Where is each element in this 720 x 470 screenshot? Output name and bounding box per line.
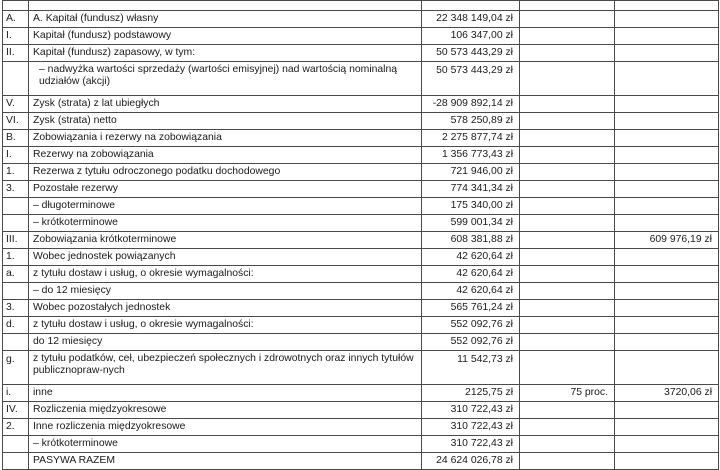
row-value: 24 624 026,78 zł (422, 453, 520, 470)
row-col4 (520, 317, 615, 334)
balance-sheet-liabilities (2, 0, 718, 470)
row-col4 (520, 334, 615, 351)
row-col4 (520, 283, 615, 300)
table-row (3, 147, 719, 164)
row-value: 1 356 773,43 zł (422, 147, 520, 164)
row-col5 (615, 402, 719, 419)
table-row (3, 198, 719, 215)
row-col5: 3720,06 zł (615, 385, 719, 402)
row-label: PASYWA RAZEM (29, 453, 422, 470)
row-label: z tytułu podatków, ceł, ubezpieczeń społecznych i zdrowotnych oraz innych tytułów publicznopraw-nych (29, 351, 422, 385)
row-number: 3. (3, 181, 29, 198)
row-value: 11 542,73 zł (422, 351, 520, 385)
row-col5 (615, 113, 719, 130)
table-row (3, 232, 719, 249)
table-row-partial (3, 1, 719, 11)
row-col5 (615, 147, 719, 164)
row-number: g. (3, 351, 29, 385)
row-number: d. (3, 317, 29, 334)
row-value: 774 341,34 zł (422, 181, 520, 198)
row-value: -28 909 892,14 zł (422, 96, 520, 113)
row-col4 (520, 351, 615, 385)
table-row (3, 402, 719, 419)
row-label: – długoterminowe (29, 198, 422, 215)
row-number (3, 62, 29, 96)
row-number: IV. (3, 402, 29, 419)
row-label: Kapitał (fundusz) zapasowy, w tym: (29, 45, 422, 62)
row-col5 (615, 96, 719, 113)
table-row (3, 385, 719, 402)
row-col5 (615, 130, 719, 147)
row-label: z tytułu dostaw i usług, o okresie wymagalności: (29, 266, 422, 283)
row-label: Zysk (strata) netto (29, 113, 422, 130)
row-col4 (520, 419, 615, 436)
table-row (3, 45, 719, 62)
row-value: 42 620,64 zł (422, 283, 520, 300)
row-number: III. (3, 232, 29, 249)
row-col4: 75 proc. (520, 385, 615, 402)
row-label: Wobec jednostek powiązanych (29, 249, 422, 266)
row-col5 (615, 198, 719, 215)
row-number: II. (3, 45, 29, 62)
row-col5 (615, 300, 719, 317)
row-label: Kapitał (fundusz) podstawowy (29, 28, 422, 45)
row-value: 42 620,64 zł (422, 266, 520, 283)
row-number: A. (3, 11, 29, 28)
row-col4 (520, 198, 615, 215)
row-col5 (615, 266, 719, 283)
liabilities-table (2, 0, 719, 470)
row-label: – nadwyżka wartości sprzedaży (wartości emisyjnej) nad wartością nominalną udziałów (akcji) (29, 62, 422, 96)
table-row (3, 130, 719, 147)
table-row (3, 28, 719, 45)
table-row (3, 113, 719, 130)
row-col4 (520, 130, 615, 147)
row-label: inne (29, 385, 422, 402)
row-value: 608 381,88 zł (422, 232, 520, 249)
row-number: 1. (3, 249, 29, 266)
row-number: VI. (3, 113, 29, 130)
row-col5 (615, 181, 719, 198)
row-col4 (520, 249, 615, 266)
row-col5 (615, 62, 719, 96)
row-label: Rezerwy na zobowiązania (29, 147, 422, 164)
row-number: 1. (3, 164, 29, 181)
row-col5 (615, 419, 719, 436)
row-col4 (520, 436, 615, 453)
row-value: 2125,75 zł (422, 385, 520, 402)
row-col4 (520, 62, 615, 96)
row-label: – krótkoterminowe (29, 215, 422, 232)
row-col5 (615, 351, 719, 385)
table-row (3, 300, 719, 317)
row-label: do 12 miesięcy (29, 334, 422, 351)
row-number (3, 198, 29, 215)
table-row (3, 164, 719, 181)
row-label: Inne rozliczenia międzyokresowe (29, 419, 422, 436)
table-row (3, 249, 719, 266)
row-col5 (615, 334, 719, 351)
row-label: – do 12 miesięcy (29, 283, 422, 300)
row-col4 (520, 45, 615, 62)
row-value: 175 340,00 zł (422, 198, 520, 215)
row-number (3, 453, 29, 470)
table-row (3, 266, 719, 283)
table-row (3, 215, 719, 232)
table-row (3, 351, 719, 385)
row-number: V. (3, 96, 29, 113)
row-value: 310 722,43 zł (422, 436, 520, 453)
row-col4 (520, 453, 615, 470)
table-row (3, 436, 719, 453)
row-value: 552 092,76 zł (422, 317, 520, 334)
row-label: Pozostałe rezerwy (29, 181, 422, 198)
row-label: – krótkoterminowe (29, 436, 422, 453)
row-col4 (520, 11, 615, 28)
table-row (3, 181, 719, 198)
row-col5 (615, 164, 719, 181)
row-col5 (615, 317, 719, 334)
table-row (3, 96, 719, 113)
row-value: 50 573 443,29 zł (422, 62, 520, 96)
table-row (3, 334, 719, 351)
table-row-total (3, 453, 719, 470)
row-label: Wobec pozostałych jednostek (29, 300, 422, 317)
row-col5 (615, 45, 719, 62)
row-number (3, 283, 29, 300)
row-col5 (615, 453, 719, 470)
row-number: i. (3, 385, 29, 402)
row-number (3, 436, 29, 453)
table-row (3, 11, 719, 28)
row-value: 310 722,43 zł (422, 419, 520, 436)
table-row (3, 283, 719, 300)
row-col4 (520, 402, 615, 419)
row-col4 (520, 300, 615, 317)
row-col5 (615, 215, 719, 232)
row-number (3, 334, 29, 351)
row-number: B. (3, 130, 29, 147)
row-value: 565 761,24 zł (422, 300, 520, 317)
row-label: Zysk (strata) z lat ubiegłych (29, 96, 422, 113)
row-value: 42 620,64 zł (422, 249, 520, 266)
row-col4 (520, 181, 615, 198)
table-row (3, 317, 719, 334)
row-value: 106 347,00 zł (422, 28, 520, 45)
row-col4 (520, 266, 615, 283)
row-number: 2. (3, 419, 29, 436)
row-col4 (520, 96, 615, 113)
row-col4 (520, 147, 615, 164)
row-value: 599 001,34 zł (422, 215, 520, 232)
row-value: 310 722,43 zł (422, 402, 520, 419)
row-col5 (615, 11, 719, 28)
row-label: Zobowiązania krótkoterminowe (29, 232, 422, 249)
row-value: 721 946,00 zł (422, 164, 520, 181)
row-number: I. (3, 28, 29, 45)
row-col4 (520, 28, 615, 45)
row-value: 578 250,89 zł (422, 113, 520, 130)
row-col5 (615, 28, 719, 45)
row-value: 50 573 443,29 zł (422, 45, 520, 62)
table-row (3, 419, 719, 436)
row-col4 (520, 232, 615, 249)
row-label: Rozliczenia międzyokresowe (29, 402, 422, 419)
row-label: Rezerwa z tytułu odroczonego podatku dochodowego (29, 164, 422, 181)
row-label: z tytułu dostaw i usług, o okresie wymagalności: (29, 317, 422, 334)
row-label: Zobowiązania i rezerwy na zobowiązania (29, 130, 422, 147)
row-value: 22 348 149,04 zł (422, 11, 520, 28)
row-value: 2 275 877,74 zł (422, 130, 520, 147)
row-number (3, 215, 29, 232)
row-col5 (615, 283, 719, 300)
row-col4 (520, 215, 615, 232)
row-col4 (520, 164, 615, 181)
row-label: A. Kapitał (fundusz) własny (29, 11, 422, 28)
table-row (3, 62, 719, 96)
row-col5 (615, 249, 719, 266)
row-col5: 609 976,19 zł (615, 232, 719, 249)
row-number: a. (3, 266, 29, 283)
row-col4 (520, 113, 615, 130)
row-number: 3. (3, 300, 29, 317)
row-value: 552 092,76 zł (422, 334, 520, 351)
row-col5 (615, 436, 719, 453)
row-number: I. (3, 147, 29, 164)
